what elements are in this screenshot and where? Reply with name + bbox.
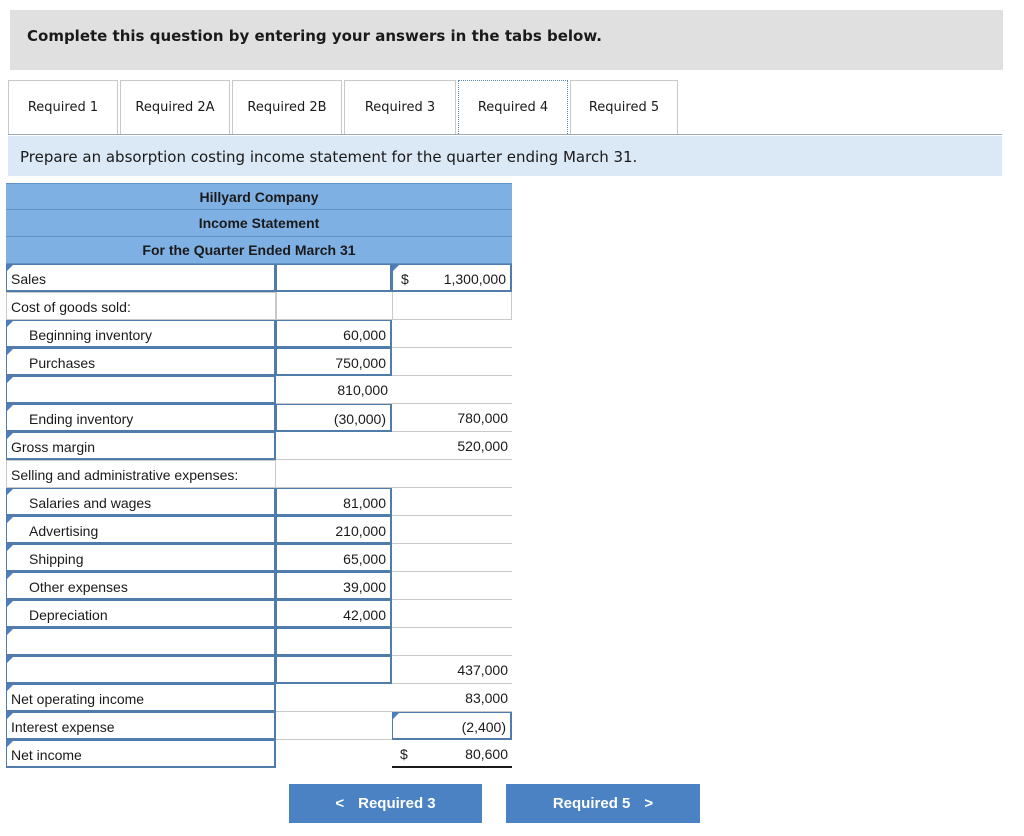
net-income-amount <box>392 740 512 768</box>
cogs-total: 780,000 <box>392 404 512 432</box>
instruction-bar <box>8 136 1002 176</box>
row-sales <box>6 264 512 292</box>
advertising-label-field[interactable]: Advertising <box>6 516 276 544</box>
tab-required-3[interactable]: Required 3 <box>344 80 456 134</box>
goods-available-label-field[interactable] <box>6 376 276 404</box>
gross-margin-col2 <box>276 432 392 460</box>
net-income-col2 <box>276 740 392 768</box>
ending-inventory-label-field[interactable]: Ending inventory <box>6 404 276 432</box>
cogs-col2 <box>276 292 392 320</box>
next-required-5-button[interactable] <box>506 784 700 823</box>
blank-1-col3 <box>392 628 512 656</box>
tab-required-5[interactable]: Required 5 <box>570 80 678 134</box>
row-gross-margin <box>6 432 512 460</box>
statement-title: Income Statement <box>6 210 512 237</box>
gross-margin-amount: 520,000 <box>392 432 512 460</box>
row-blank-1 <box>6 628 512 656</box>
instructions-banner <box>10 10 1003 70</box>
salaries-col3 <box>392 488 512 516</box>
beginning-inventory-amount-field[interactable]: 60,000 <box>276 320 392 348</box>
shipping-label-field[interactable]: Shipping <box>6 544 276 572</box>
noi-amount: 83,000 <box>392 684 512 712</box>
tab-required-4[interactable]: Required 4 <box>458 80 568 134</box>
goods-available-col3 <box>392 376 512 404</box>
sales-label-field[interactable]: Sales <box>6 264 276 292</box>
salaries-label-field[interactable]: Salaries and wages <box>6 488 276 516</box>
beginning-inventory-label-field[interactable]: Beginning inventory <box>6 320 276 348</box>
noi-label-field[interactable]: Net operating income <box>6 684 276 712</box>
blank-2-label-field[interactable] <box>6 656 276 684</box>
statement-period: For the Quarter Ended March 31 <box>6 237 512 264</box>
banner-text: Complete this question by entering your answers in the tabs below. <box>27 27 602 45</box>
interest-amount-field[interactable]: (2,400) <box>392 712 512 740</box>
net-income-value: 80,600 <box>465 746 508 762</box>
row-shipping <box>6 544 512 572</box>
interest-label-field[interactable]: Interest expense <box>6 712 276 740</box>
row-cogs-heading <box>6 292 512 320</box>
prev-required-3-button[interactable] <box>289 784 482 823</box>
prev-button-label: Required 3 <box>358 795 436 812</box>
tab-bar <box>8 80 1002 135</box>
depreciation-amount-field[interactable]: 42,000 <box>276 600 392 628</box>
income-statement <box>6 183 512 768</box>
tab-required-2a[interactable]: Required 2A <box>120 80 230 134</box>
tab-required-2b[interactable]: Required 2B <box>232 80 342 134</box>
goods-available-amount: 810,000 <box>276 376 392 404</box>
ending-inventory-amount-field[interactable]: (30,000) <box>276 404 392 432</box>
depreciation-label-field[interactable]: Depreciation <box>6 600 276 628</box>
row-salaries <box>6 488 512 516</box>
row-interest-expense <box>6 712 512 740</box>
row-beginning-inventory <box>6 320 512 348</box>
purchases-label-field[interactable]: Purchases <box>6 348 276 376</box>
interest-col2 <box>276 712 392 740</box>
sales-col2-field[interactable] <box>276 264 392 292</box>
blank-2-amount-field[interactable] <box>276 656 392 684</box>
advertising-col3 <box>392 516 512 544</box>
gross-margin-label-field[interactable]: Gross margin <box>6 432 276 460</box>
beginning-inventory-col3 <box>392 320 512 348</box>
blank-1-amount-field[interactable] <box>276 628 392 656</box>
dollar-sign: $ <box>401 271 409 287</box>
blank-1-label-field[interactable] <box>6 628 276 656</box>
sales-amount: 1,300,000 <box>443 271 506 287</box>
other-expenses-amount-field[interactable]: 39,000 <box>276 572 392 600</box>
row-depreciation <box>6 600 512 628</box>
shipping-amount-field[interactable]: 65,000 <box>276 544 392 572</box>
sga-heading: Selling and administrative expenses: <box>6 460 276 488</box>
row-advertising <box>6 516 512 544</box>
instruction-text: Prepare an absorption costing income statement for the quarter ending March 31. <box>20 148 638 166</box>
row-net-income <box>6 740 512 768</box>
sga-total: 437,000 <box>392 656 512 684</box>
other-expenses-col3 <box>392 572 512 600</box>
tab-required-1[interactable]: Required 1 <box>8 80 118 134</box>
noi-col2 <box>276 684 392 712</box>
chevron-right-icon: > <box>644 795 654 812</box>
cogs-heading: Cost of goods sold: <box>6 292 276 320</box>
row-blank-2 <box>6 656 512 684</box>
sga-col2 <box>276 460 392 488</box>
sga-col3 <box>392 460 512 488</box>
dollar-sign: $ <box>400 746 408 762</box>
next-button-label: Required 5 <box>552 795 631 812</box>
purchases-amount-field[interactable]: 750,000 <box>276 348 392 376</box>
row-other-expenses <box>6 572 512 600</box>
company-name: Hillyard Company <box>6 183 512 210</box>
net-income-label-field[interactable]: Net income <box>6 740 276 768</box>
row-ending-inventory <box>6 404 512 432</box>
row-sga-heading <box>6 460 512 488</box>
row-net-operating-income <box>6 684 512 712</box>
salaries-amount-field[interactable]: 81,000 <box>276 488 392 516</box>
row-goods-available <box>6 376 512 404</box>
sales-amount-field[interactable] <box>392 264 512 292</box>
other-expenses-label-field[interactable]: Other expenses <box>6 572 276 600</box>
shipping-col3 <box>392 544 512 572</box>
purchases-col3 <box>392 348 512 376</box>
depreciation-col3 <box>392 600 512 628</box>
cogs-col3 <box>392 292 512 320</box>
advertising-amount-field[interactable]: 210,000 <box>276 516 392 544</box>
row-purchases <box>6 348 512 376</box>
chevron-left-icon: < <box>335 795 345 812</box>
